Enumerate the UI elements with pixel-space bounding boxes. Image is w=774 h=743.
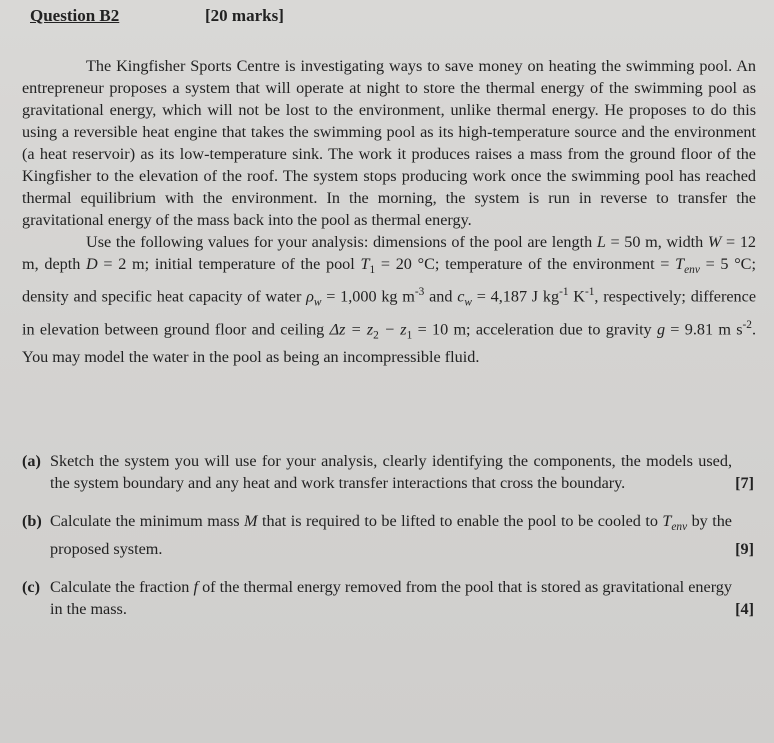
part-b [22,510,762,560]
question-marks: [20 marks] [205,6,284,25]
part-b-marks: [9] [735,540,754,559]
part-a-label: (a) [22,452,41,470]
intro-paragraph-1: The Kingfisher Sports Centre is investigating ways to save money on heating the swimming pool. An entrepreneur proposes a system that will operate at night to store the thermal energy of the swimming pool as gravitational energy, which will not be lost to the environment, unlike thermal energy. He proposes to do this using a reversible heat engine that takes the swimming pool as its high-temperature source and the environment (a heat reservoir) as its low-temperature sink. The work it produces raises a mass from the ground floor of the Kingfisher to the elevation of the roof. The system stops producing work once the swimming pool has reached thermal equilibrium with the environment. In the morning, the system is run in reverse to transfer the gravitational energy of the mass back into the pool as thermal energy. [22,57,756,229]
part-c-text: Calculate the fraction f of the thermal energy removed from the pool that is stored as gravitational energy in the mass. [50,578,732,619]
question-parts [22,450,762,636]
part-a-marks: [7] [735,474,754,492]
question-title: Question B2 [30,6,120,25]
question-body [22,55,756,368]
part-a [22,450,762,494]
part-c-marks: [4] [735,600,754,619]
question-header [30,6,284,26]
part-b-text: Calculate the minimum mass M that is required to be lifted to enable the pool to be cooled to $T_{env}$ by the proposed system. [50,512,732,559]
part-b-label: (b) [22,512,42,530]
part-c-label: (c) [22,578,40,597]
part-c [22,576,762,620]
part-a-text: Sketch the system you will use for your analysis, clearly identifying the components, the models used, the system boundary and any heat and work transfer interactions that cross the boundary. [50,452,732,492]
intro-paragraph-2: Use the following values for your analysis: dimensions of the pool are length L = 50 m, width W = 12 m, depth D = 2 m; initial temperature of the pool $T_1 = 20$ °C; temperature of the environment = $T_{env} = 5$ °C; density and specific heat capacity of water $\rho_w = 1,000$ kg $m^{-3}$ and $c_w = 4,187$ J $kg^{-1}$ $K^{-1}$, respectively; difference in elevation between ground floor and ceiling $\Delta z = z_2 - z_1 = 10$ m; acceleration due to gravity g = 9.81 m $s^{-2}$. You may model the water in the pool as being an incompressible fluid. [22,233,757,367]
